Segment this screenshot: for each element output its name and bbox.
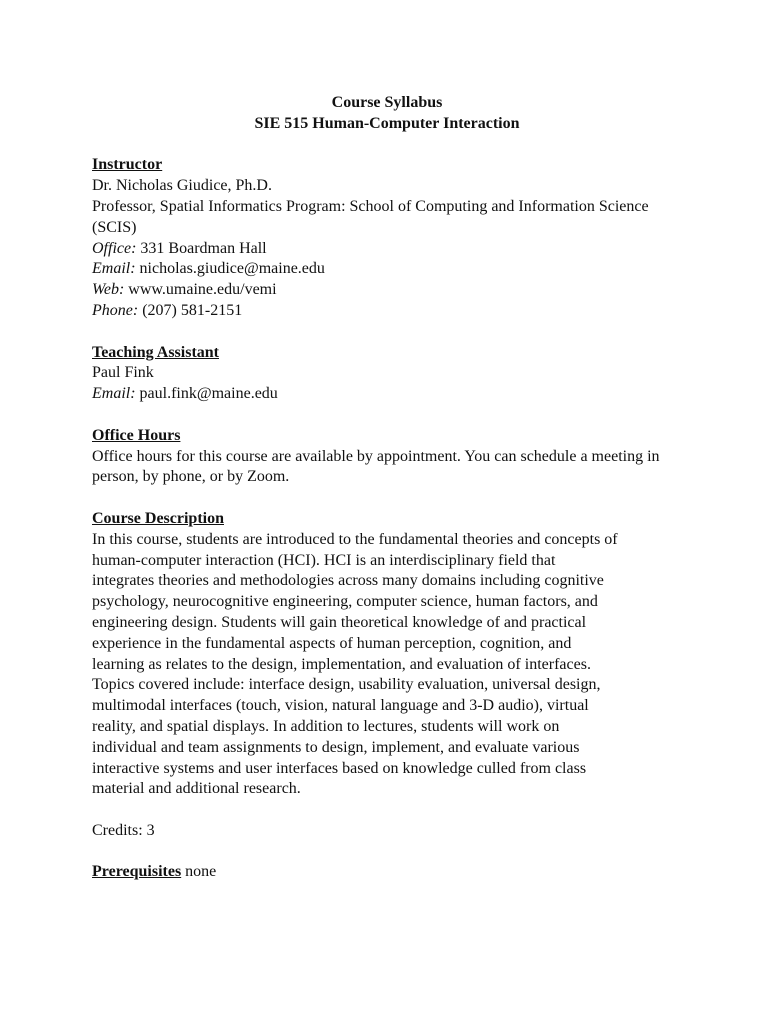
description-line: multimodal interfaces (touch, vision, natural language and 3-D audio), virtual bbox=[92, 697, 589, 715]
course-description-heading: Course Description bbox=[92, 509, 224, 527]
instructor-position-text: Professor, Spatial Informatics Program: School of Computing and Information Science (SCIS) bbox=[92, 197, 649, 236]
description-line: reality, and spatial displays. In addition to lectures, students will work on bbox=[92, 717, 560, 735]
office-value: 331 Boardman Hall bbox=[140, 239, 267, 257]
office-hours-text: Office hours for this course are available by appointment. You can schedule a meeting in person, by phone, or by Zoom. bbox=[92, 447, 660, 486]
prerequisites-heading: Prerequisites bbox=[92, 863, 182, 881]
web-label: Web: bbox=[92, 281, 125, 299]
ta-heading: Teaching Assistant bbox=[92, 343, 219, 361]
office-label: Office: bbox=[92, 239, 137, 257]
description-line: engineering design. Students will gain theoretical knowledge of and practical bbox=[92, 613, 587, 631]
description-line: psychology, neurocognitive engineering, computer science, human factors, and bbox=[92, 593, 598, 611]
ta-email-value: paul.fink@maine.edu bbox=[139, 385, 278, 403]
instructor-phone bbox=[92, 301, 682, 322]
phone-label: Phone: bbox=[92, 301, 139, 319]
course-description-text bbox=[92, 530, 682, 800]
instructor-email bbox=[92, 259, 682, 280]
prerequisites-value: none bbox=[185, 863, 217, 881]
prerequisites bbox=[92, 862, 682, 883]
description-line: Topics covered include: interface design, usability evaluation, universal design, bbox=[92, 676, 601, 694]
ta-name: Paul Fink bbox=[92, 364, 154, 382]
email-label: Email: bbox=[92, 260, 136, 278]
description-line: integrates theories and methodologies across many domains including cognitive bbox=[92, 572, 604, 590]
instructor-email-value: nicholas.giudice@maine.edu bbox=[139, 260, 325, 278]
description-line: individual and team assignments to design, implement, and evaluate various bbox=[92, 738, 580, 756]
description-line: material and additional research. bbox=[92, 780, 301, 798]
instructor-position bbox=[92, 197, 682, 239]
description-line: interactive systems and user interfaces based on knowledge culled from class bbox=[92, 759, 587, 777]
course-title: SIE 515 Human-Computer Interaction bbox=[254, 114, 520, 132]
instructor-office bbox=[92, 239, 682, 260]
description-line: experience in the fundamental aspects of human perception, cognition, and bbox=[92, 634, 572, 652]
description-line: In this course, students are introduced to the fundamental theories and concepts of bbox=[92, 530, 618, 548]
credits: Credits: 3 bbox=[92, 821, 155, 839]
description-line: human-computer interaction (HCI). HCI is an interdisciplinary field that bbox=[92, 551, 556, 569]
ta-email-label: Email: bbox=[92, 385, 136, 403]
instructor-heading: Instructor bbox=[92, 156, 163, 174]
instructor-name: Dr. Nicholas Giudice, Ph.D. bbox=[92, 177, 272, 195]
phone-value: (207) 581-2151 bbox=[142, 301, 243, 319]
office-hours-heading: Office Hours bbox=[92, 426, 181, 444]
description-line: learning as relates to the design, implementation, and evaluation of interfaces. bbox=[92, 655, 591, 673]
syllabus-page bbox=[92, 93, 682, 883]
instructor-web bbox=[92, 280, 682, 301]
ta-email bbox=[92, 384, 682, 405]
document-title: Course Syllabus bbox=[331, 94, 443, 111]
web-value: www.umaine.edu/vemi bbox=[128, 281, 277, 299]
